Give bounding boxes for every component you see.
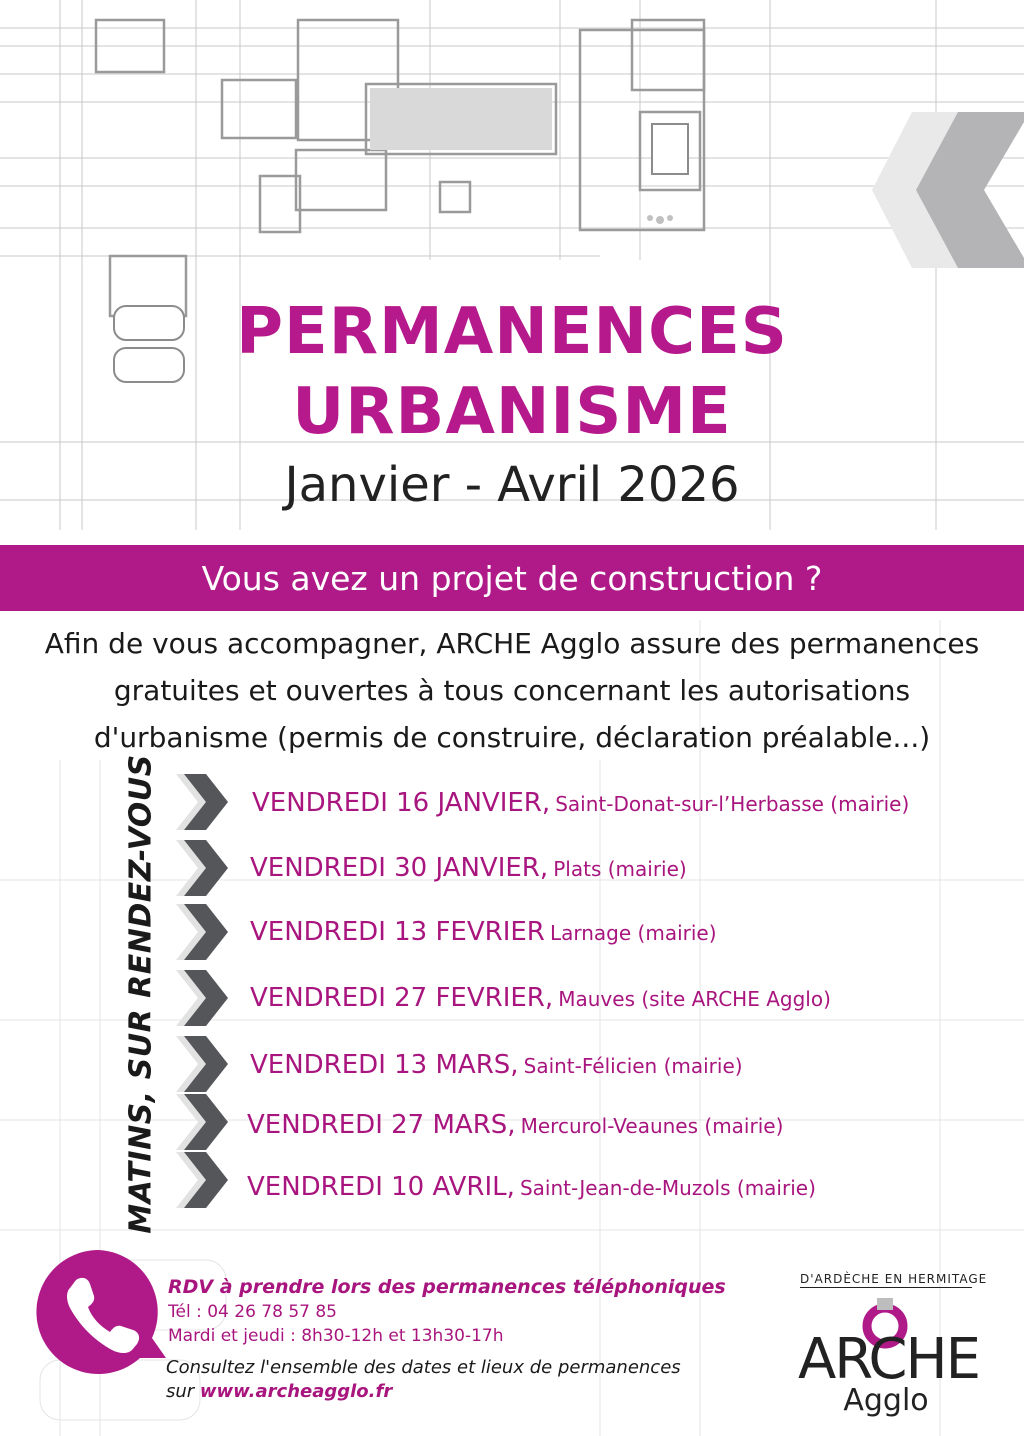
chevron-right-icon bbox=[176, 970, 230, 1026]
rdv-heading: RDV à prendre lors des permanences téléphoniques bbox=[168, 1276, 726, 1298]
schedule-place: Mauves (site ARCHE Agglo) bbox=[558, 987, 831, 1011]
chevron-right-icon bbox=[176, 774, 230, 830]
phone-icon bbox=[32, 1246, 168, 1378]
schedule-date: VENDREDI 30 JANVIER, bbox=[250, 853, 549, 883]
intro-line: d'urbanisme (permis de construire, déclaration préalable...) bbox=[93, 721, 931, 754]
schedule-date: VENDREDI 27 MARS, bbox=[247, 1110, 516, 1140]
phone-hours: Mardi et jeudi : 8h30-12h et 13h30-17h bbox=[168, 1326, 504, 1346]
page-title-line2: URBANISME bbox=[292, 375, 732, 449]
chevron-right-icon bbox=[176, 1094, 230, 1150]
schedule-item bbox=[247, 1110, 783, 1140]
schedule-date: VENDREDI 13 FEVRIER bbox=[250, 917, 545, 947]
intro-paragraph bbox=[40, 620, 984, 761]
schedule-item bbox=[252, 788, 909, 818]
consult-prefix: sur bbox=[166, 1381, 200, 1402]
side-label-text: MATINS, SUR RENDEZ-VOUS bbox=[123, 754, 159, 1234]
period-subtitle: Janvier - Avril 2026 bbox=[284, 457, 740, 513]
logo-name: ARCHE bbox=[798, 1327, 980, 1392]
chevron-right-icon bbox=[176, 904, 230, 960]
question-band-text: Vous avez un projet de construction ? bbox=[201, 559, 823, 598]
schedule-date: VENDREDI 13 MARS, bbox=[250, 1050, 519, 1080]
logo-subtitle: Agglo bbox=[843, 1383, 929, 1418]
chevron-right-icon bbox=[176, 1036, 230, 1092]
decorative-chevron-arrow bbox=[872, 112, 1024, 268]
schedule-place: Saint-Jean-de-Muzols (mairie) bbox=[519, 1176, 816, 1200]
schedule-item bbox=[247, 1172, 816, 1202]
schedule-place: Saint-Donat-sur-l’Herbasse (mairie) bbox=[555, 792, 910, 816]
schedule-place: Larnage (mairie) bbox=[549, 921, 717, 945]
schedule-item bbox=[250, 917, 717, 947]
schedule-date: VENDREDI 16 JANVIER, bbox=[252, 788, 551, 818]
website-link[interactable]: www.archeagglo.fr bbox=[199, 1381, 393, 1402]
consult-url-line bbox=[166, 1380, 681, 1404]
schedule-place: Mercurol-Veaunes (mairie) bbox=[520, 1114, 784, 1138]
logo-tagline: D'ARDÈCHE EN HERMITAGE bbox=[800, 1272, 988, 1286]
schedule-date: VENDREDI 10 AVRIL, bbox=[247, 1172, 515, 1202]
page-title-line1: PERMANENCES bbox=[236, 295, 788, 369]
schedule-item bbox=[250, 1050, 743, 1080]
consult-line: Consultez l'ensemble des dates et lieux de permanences bbox=[166, 1357, 681, 1378]
schedule-place: Plats (mairie) bbox=[553, 857, 687, 881]
consult-text bbox=[166, 1356, 681, 1404]
schedule-place: Saint-Félicien (mairie) bbox=[523, 1054, 743, 1078]
schedule-item bbox=[250, 983, 831, 1013]
chevron-right-icon bbox=[176, 1152, 230, 1208]
chevron-right-icon bbox=[176, 840, 230, 896]
schedule-date: VENDREDI 27 FEVRIER, bbox=[250, 983, 554, 1013]
intro-line: Afin de vous accompagner, ARCHE Agglo assure des permanences bbox=[44, 627, 980, 660]
intro-line: gratuites et ouvertes à tous concernant les autorisations bbox=[113, 674, 911, 707]
schedule-item bbox=[250, 853, 687, 883]
phone-number: Tél : 04 26 78 57 85 bbox=[168, 1302, 337, 1322]
